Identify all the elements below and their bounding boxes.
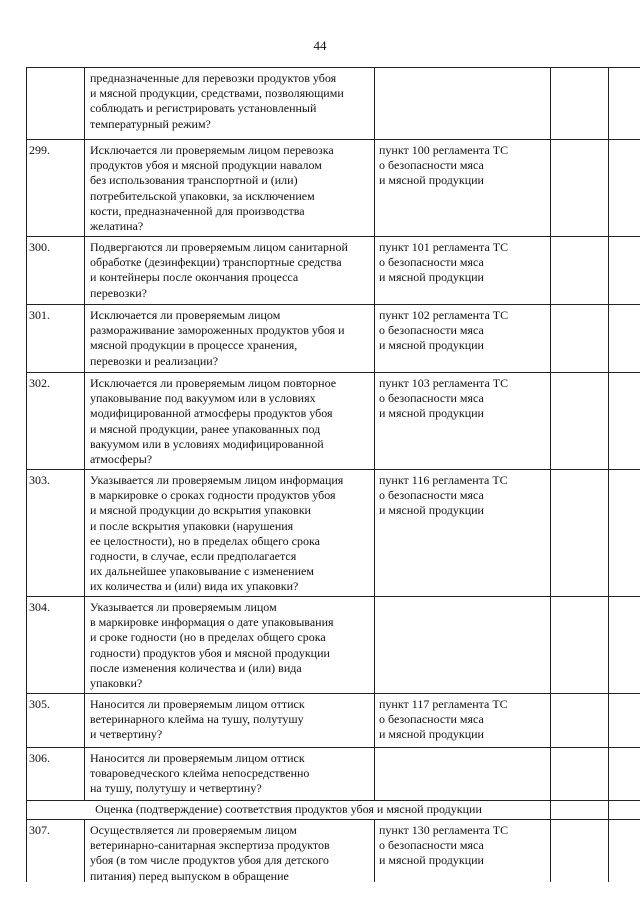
empty-cell xyxy=(550,68,608,139)
row-number: 306. xyxy=(26,748,84,800)
empty-cell xyxy=(550,801,608,819)
empty-cell xyxy=(550,694,608,747)
row-reference: пункт 100 регламента ТС о безопасности мяса и мясной продукции xyxy=(374,140,550,236)
table-row xyxy=(26,140,640,237)
row-reference xyxy=(374,748,550,800)
row-question: Наносится ли проверяемым лицом оттиск ветеринарного клейма на тушу, полутушу и четвертину? xyxy=(84,694,374,747)
table-row xyxy=(26,305,640,373)
empty-cell xyxy=(550,237,608,304)
row-number: 301. xyxy=(26,305,84,372)
table-row xyxy=(26,597,640,694)
row-reference: пункт 130 регламента ТС о безопасности мяса и мясной продукции xyxy=(374,820,550,882)
page-number: 44 xyxy=(313,38,327,53)
row-reference: пункт 103 регламента ТС о безопасности мяса и мясной продукции xyxy=(374,373,550,469)
row-question: Исключается ли проверяемым лицом перевозка продуктов убоя и мясной продукции навалом без использования транспортной и (или) потребительской упаковки, за исключением кости, предназначенной для производства желатина? xyxy=(84,140,374,236)
row-number: 302. xyxy=(26,373,84,469)
empty-cell xyxy=(608,820,640,882)
row-reference: пункт 116 регламента ТС о безопасности мяса и мясной продукции xyxy=(374,470,550,596)
table-row xyxy=(26,373,640,470)
empty-cell xyxy=(550,470,608,596)
row-question: Исключается ли проверяемым лицом размораживание замороженных продуктов убоя и мясной продукции в процессе хранения, перевозки и реализации? xyxy=(84,305,374,372)
row-question: предназначенные для перевозки продуктов убоя и мясной продукции, средствами, позволяющими соблюдать и регистрировать установленный температурный режим? xyxy=(84,68,374,139)
row-reference xyxy=(374,597,550,693)
row-question: Исключается ли проверяемым лицом повторное упаковывание под вакуумом или в условиях модифицированной атмосферы продуктов убоя и мясной продукции, ранее упакованных под вакуумом или в условиях модифицированной атмосферы? xyxy=(84,373,374,469)
empty-cell xyxy=(608,597,640,693)
row-reference: пункт 101 регламента ТС о безопасности мяса и мясной продукции xyxy=(374,237,550,304)
row-question: Указывается ли проверяемым лицом информация в маркировке о сроках годности продуктов убоя и мясной продукции до вскрытия упаковки и после вскрытия упаковки (нарушения ее целостности), но в пределах общего срока годности, в случае, если предполагается их дальнейшее упаковывание с изменением их количества и (или) вида их упаковки? xyxy=(84,470,374,596)
empty-cell xyxy=(550,820,608,882)
row-number xyxy=(26,68,84,139)
checklist-table xyxy=(26,67,640,882)
row-reference xyxy=(374,68,550,139)
empty-cell xyxy=(608,68,640,139)
empty-cell xyxy=(608,305,640,372)
empty-cell xyxy=(608,140,640,236)
empty-cell xyxy=(608,801,640,819)
table-row xyxy=(26,237,640,305)
row-reference: пункт 102 регламента ТС о безопасности мяса и мясной продукции xyxy=(374,305,550,372)
row-number: 300. xyxy=(26,237,84,304)
empty-cell xyxy=(608,748,640,800)
empty-cell xyxy=(550,140,608,236)
section-heading-row xyxy=(26,801,640,820)
row-question: Наносится ли проверяемым лицом оттиск товароведческого клейма непосредственно на тушу, полутушу и четвертину? xyxy=(84,748,374,800)
empty-cell xyxy=(608,237,640,304)
row-number: 299. xyxy=(26,140,84,236)
row-number: 303. xyxy=(26,470,84,596)
row-number: 305. xyxy=(26,694,84,747)
row-question: Подвергаются ли проверяемым лицом санитарной обработке (дезинфекции) транспортные средства и контейнеры после окончания процесса перевозки? xyxy=(84,237,374,304)
table-row xyxy=(26,694,640,748)
empty-cell xyxy=(608,373,640,469)
empty-cell xyxy=(608,694,640,747)
section-heading: Оценка (подтверждение) соответствия продуктов убоя и мясной продукции xyxy=(26,801,550,819)
empty-cell xyxy=(550,597,608,693)
table-row xyxy=(26,68,640,140)
table-row xyxy=(26,748,640,801)
row-reference: пункт 117 регламента ТС о безопасности мяса и мясной продукции xyxy=(374,694,550,747)
empty-cell xyxy=(550,373,608,469)
empty-cell xyxy=(550,305,608,372)
row-number: 307. xyxy=(26,820,84,882)
table-row xyxy=(26,820,640,882)
empty-cell xyxy=(608,470,640,596)
empty-cell xyxy=(550,748,608,800)
table-row xyxy=(26,470,640,597)
row-question: Указывается ли проверяемым лицом в маркировке информация о дате упаковывания и сроке годности (но в пределах общего срока годности) продуктов убоя и мясной продукции после изменения количества и (или) вида упаковки? xyxy=(84,597,374,693)
row-number: 304. xyxy=(26,597,84,693)
row-question: Осуществляется ли проверяемым лицом ветеринарно-санитарная экспертиза продуктов убоя (в том числе продуктов убоя для детского питания) перед выпуском в обращение xyxy=(84,820,374,882)
